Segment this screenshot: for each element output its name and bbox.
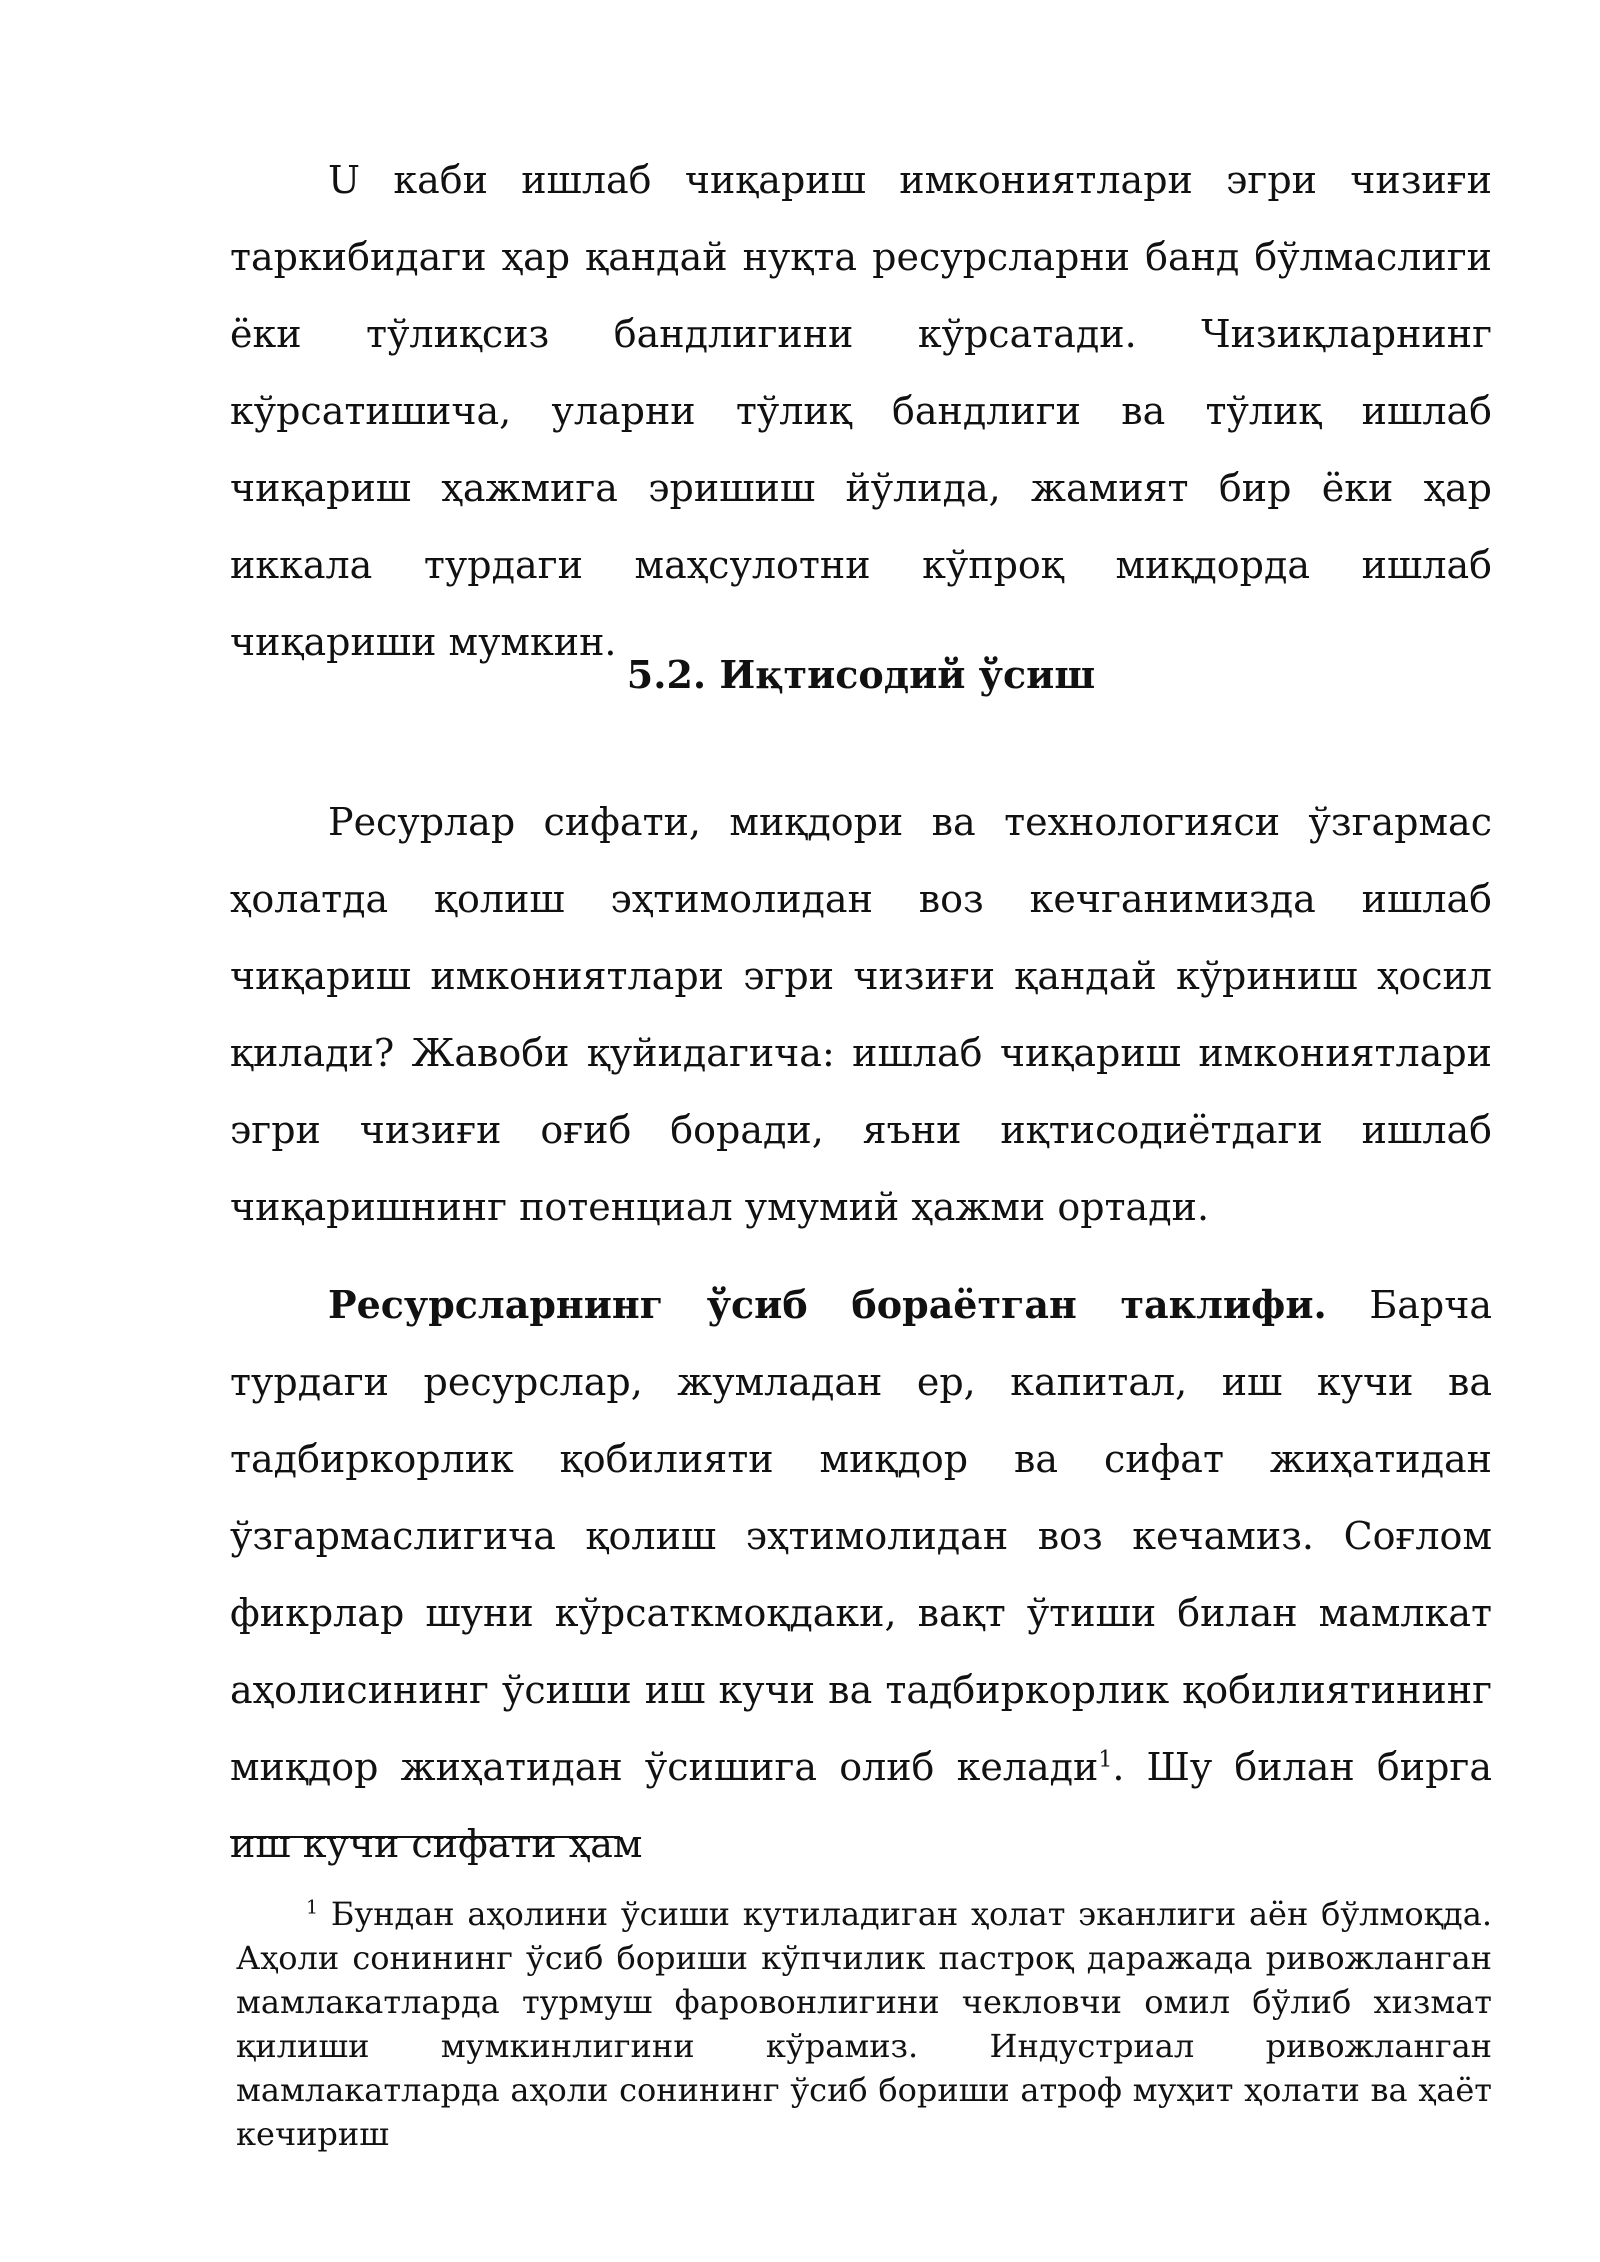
- footnote-text: Бундан аҳолини ўсиши кутиладиган ҳолат эканлиги аён бўлмоқда. Аҳоли сонининг ўсиб бориши кўпчилик пастроқ даражада ривожланган мамлакатларда турмуш фаровонлигини чекловчи омил бўлиб хизмат қилиши мумкинлигини кўрамиз. Индустриал ривожланган мамлакатларда аҳоли сонининг ўсиб бориши атроф муҳит ҳолати ва ҳаёт кечириш: [236, 1895, 1492, 2153]
- paragraph-body: Барча турдаги ресурслар, жумладан ер, капитал, иш кучи ва тадбиркорлик қобилияти миқдор ва сифат жиҳатидан ўзгармаслигича қолиш эҳтимолидан воз кечамиз. Соғлом фикрлар шуни кўрсаткмоқдаки, вақт ўтиши билан мамлкат аҳолисининг ўсиши иш кучи ва тадбиркорлик қобилиятининг миқдор жиҳатидан ўсишига олиб келади: [230, 1283, 1492, 1789]
- paragraph-text: Ресурлар сифати, миқдори ва технологияси ўзгармас ҳолатда қолиш эҳтимолидан воз кечганимизда ишлаб чиқариш имкониятлари эгри чизиғи қандай кўриниш ҳосил қилади? Жавоби қуйидагича: ишлаб чиқариш имкониятлари эгри чизиғи оғиб боради, яъни иқтисодиётдаги ишлаб чиқаришнинг потенциал умумий ҳажми ортади.: [230, 800, 1492, 1229]
- footnote-separator: [230, 1836, 620, 1838]
- footnote: [236, 1892, 1492, 2156]
- paragraph-ppf-points: [230, 142, 1492, 681]
- paragraph-ppf-shift: [230, 784, 1492, 1246]
- section-heading: 5.2. Иқтисодий ўсиш: [626, 652, 1096, 697]
- footnote-number: 1: [306, 1896, 319, 1919]
- run-in-heading: Ресурсларнинг ўсиб бораётган таклифи.: [328, 1282, 1327, 1327]
- footnote-reference[interactable]: 1: [1098, 1747, 1113, 1773]
- paragraph-text: U каби ишлаб чиқариш имкониятлари эгри чизиғи таркибидаги ҳар қандай нуқта ресурсларни банд бўлмаслиги ёки тўлиқсиз бандлигини кўрсатади. Чизиқларнинг кўрсатишича, уларни тўлиқ бандлиги ва тўлиқ ишлаб чиқариш ҳажмига эришиш йўлида, жамият бир ёки ҳар иккала турдаги маҳсулотни кўпроқ миқдорда ишлаб чиқариши мумкин.: [230, 158, 1492, 664]
- footnote-text-block: [236, 1892, 1492, 2156]
- paragraph-body-continued: . Шу билан бирга иш кучи сифати ҳам: [230, 1745, 1492, 1866]
- paragraph-resource-supply: [230, 1266, 1492, 1883]
- paragraph-text: [230, 1266, 1492, 1883]
